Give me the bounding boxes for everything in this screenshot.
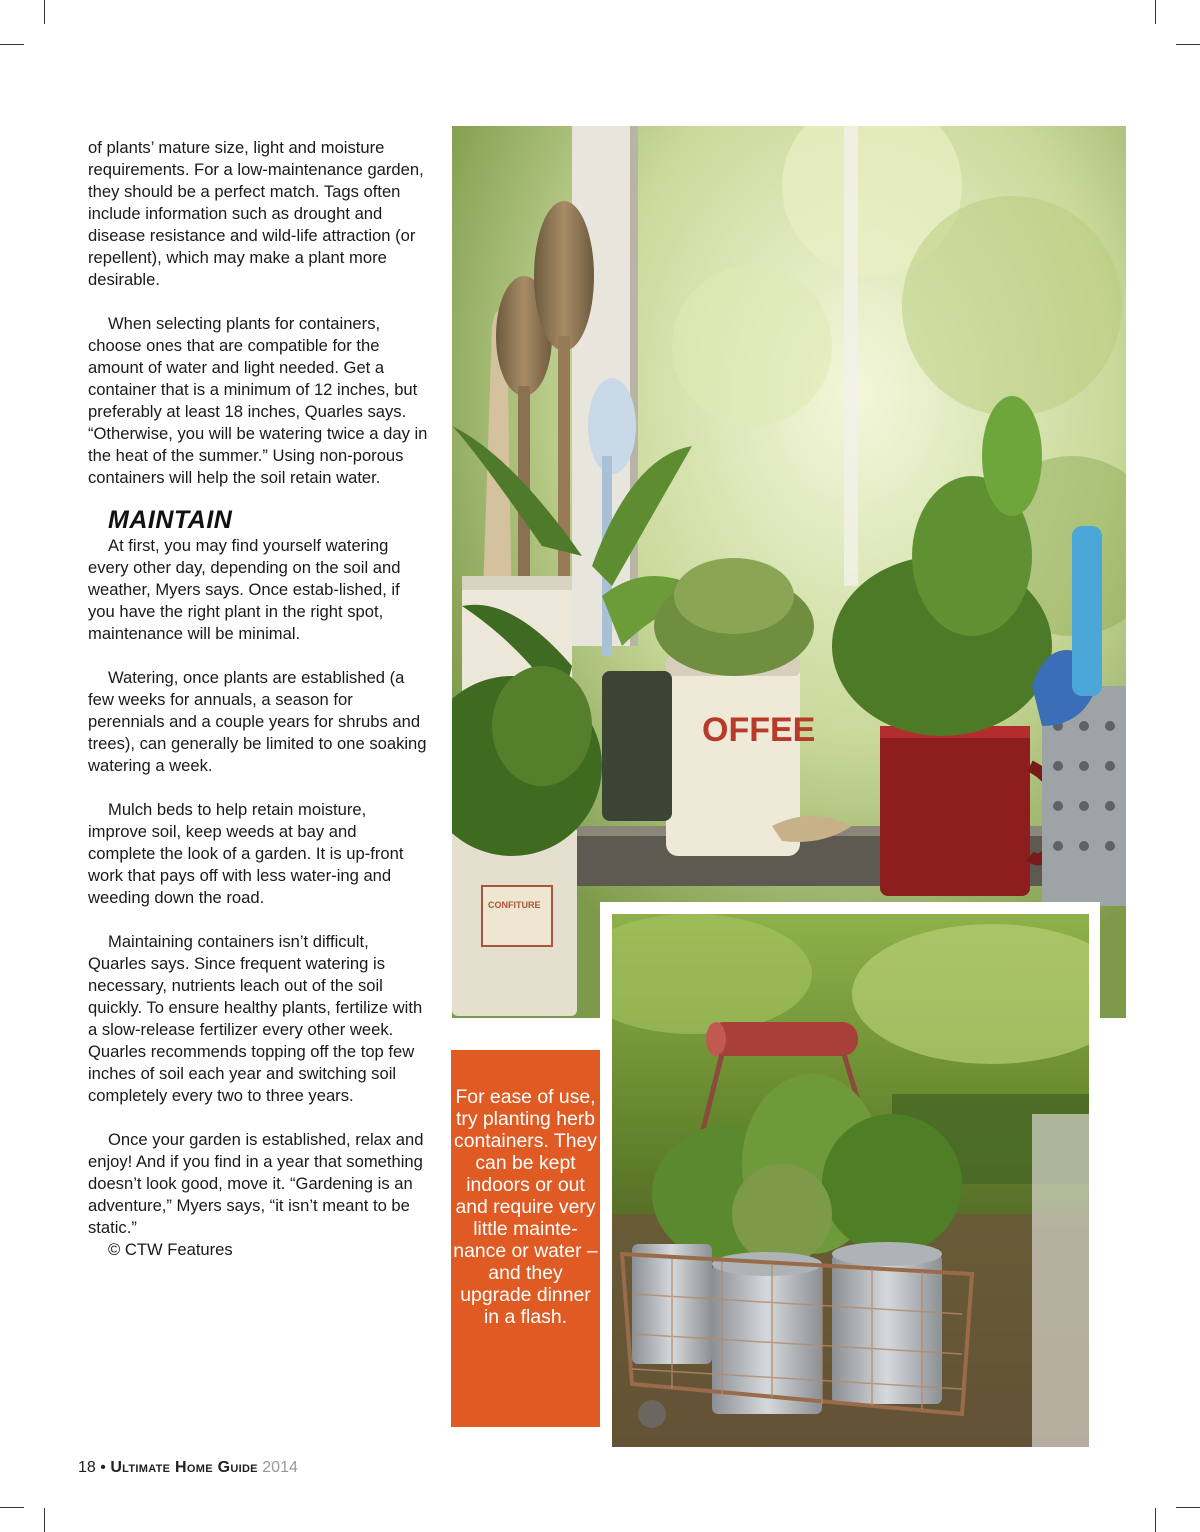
crop-mark [44,0,45,24]
article-paragraph: When selecting plants for containers, choose ones that are compatible for the amount of water and light needed. Get a container that is a minimum of 12 inches, but preferably at least 18 inches, Quarles says. “Otherwise, you will be watering twice a day in the heat of the summer.” Using non-porous containers will help the soil retain water. [88,314,428,487]
article-column [88,137,428,1283]
crop-mark [44,1508,45,1532]
article-credit: © CTW Features [108,1240,233,1259]
footer-bullet: • [100,1459,106,1476]
crop-mark [1155,1508,1156,1532]
caption-text: For ease of use, try planting herb containers. They can be kept indoors or out and require very little mainte-nance or water – and they upgrade dinner in a flash. [453,1086,598,1328]
article-paragraph: Watering, once plants are established (a few weeks for annuals, a season for perennials and a couple years for shrubs and trees), can generally be limited to one soaking watering a week. [88,668,427,775]
article-paragraph: Maintaining containers isn’t difficult, Quarles says. Since frequent watering is necessary, nutrients leach out of the soil quickly. To ensure healthy plants, fertilize with a slow-release fertilizer every other week. Quarles recommends topping off the top few inches of soil each year and switching soil completely every two to three years. [88,932,423,1105]
crop-mark [1176,1507,1200,1508]
crop-mark [0,1507,24,1508]
herb-caddy-photo [612,914,1089,1447]
windowsill-herbs-photo [452,126,1126,1018]
publication-year: 2014 [262,1459,298,1476]
windowsill-herbs-illustration [452,126,1126,1018]
section-heading: MAINTAIN [108,506,233,534]
herb-caddy-illustration [612,914,1089,1447]
article-paragraph: of plants’ mature size, light and moisture requirements. For a low-maintenance garden, they should be a perfect match. Tags often include information such as drought and disease resistance and wild-life attraction (or repellent), which may make a plant more desirable. [88,138,424,289]
page-number: 18 [78,1459,96,1476]
page-footer [78,1458,298,1478]
crop-mark [1176,44,1200,45]
crop-mark [1155,0,1156,24]
article-paragraph: Once your garden is established, relax and enjoy! And if you find in a year that something doesn’t look good, move it. “Gardening is an adventure,” Myers says, “it isn’t meant to be static.” [88,1130,424,1237]
crop-mark [0,44,24,45]
article-paragraph: At first, you may find yourself watering every other day, depending on the soil and weather, Myers says. Once estab-lished, if you have the right plant in the right spot, maintenance will be minimal. [88,536,401,643]
article-paragraph: Mulch beds to help retain moisture, improve soil, keep weeds at bay and complete the look of a garden. It is up-front work that pays off with less water-ing and weeding down the road. [88,800,404,907]
publication-name: Ultimate Home Guide [110,1459,258,1476]
pot-label: CONFITURE [488,900,541,910]
canister-label: OFFEE [702,711,816,749]
photo-caption [451,1050,600,1427]
